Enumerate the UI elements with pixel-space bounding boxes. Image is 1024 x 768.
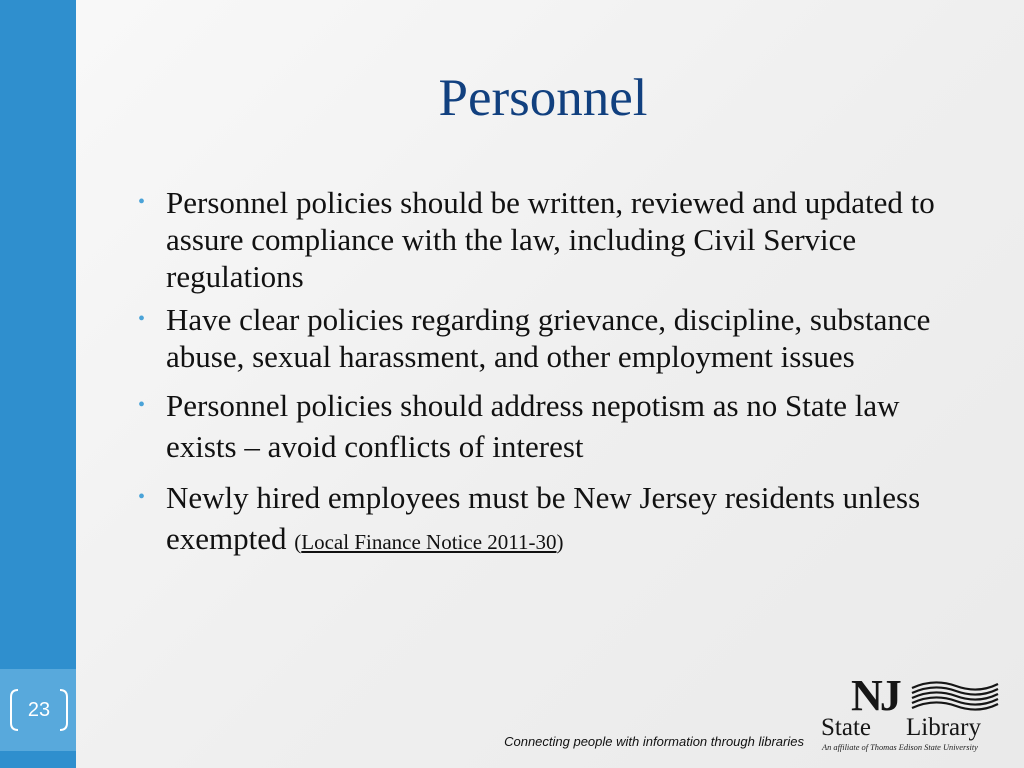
bullet-item	[138, 184, 968, 295]
bullet-text: Personnel policies should address nepotism as no State law exists – avoid conflicts of interest	[166, 388, 900, 464]
bullet-text: Personnel policies should be written, reviewed and updated to assure compliance with the law, including Civil Service regulations	[166, 185, 935, 294]
citation-open-paren: (	[294, 530, 302, 554]
local-finance-notice-link[interactable]: Local Finance Notice 2011-30	[301, 530, 557, 554]
flowing-lines-icon	[910, 680, 1000, 712]
logo-state: State	[821, 714, 871, 741]
bullet-item	[138, 477, 968, 563]
bullet-dot-icon: •	[138, 394, 146, 416]
bullet-dot-icon: •	[138, 308, 146, 330]
page-number-box	[0, 669, 76, 751]
bullet-item	[138, 385, 968, 467]
logo-affiliate: An affiliate of Thomas Edison State University	[822, 743, 978, 752]
bullet-item	[138, 301, 968, 375]
left-accent-bar	[0, 0, 76, 768]
citation-close-paren: )	[556, 530, 564, 554]
nj-state-library-logo	[818, 671, 1004, 756]
footer-tagline: Connecting people with information through libraries	[504, 734, 804, 749]
logo-letters: NJ	[851, 671, 899, 720]
bullet-text: Newly hired employees must be New Jersey residents unless exempted	[166, 480, 921, 556]
bullet-text: Have clear policies regarding grievance, discipline, substance abuse, sexual harassment, and other employment issues	[166, 302, 931, 374]
bullet-dot-icon: •	[138, 486, 146, 508]
logo-library: Library	[906, 714, 981, 741]
citation	[294, 530, 563, 554]
bullet-dot-icon: •	[138, 191, 146, 213]
page-number: 23	[27, 699, 51, 721]
slide-title: Personnel	[438, 69, 648, 127]
bullet-list	[138, 184, 968, 563]
